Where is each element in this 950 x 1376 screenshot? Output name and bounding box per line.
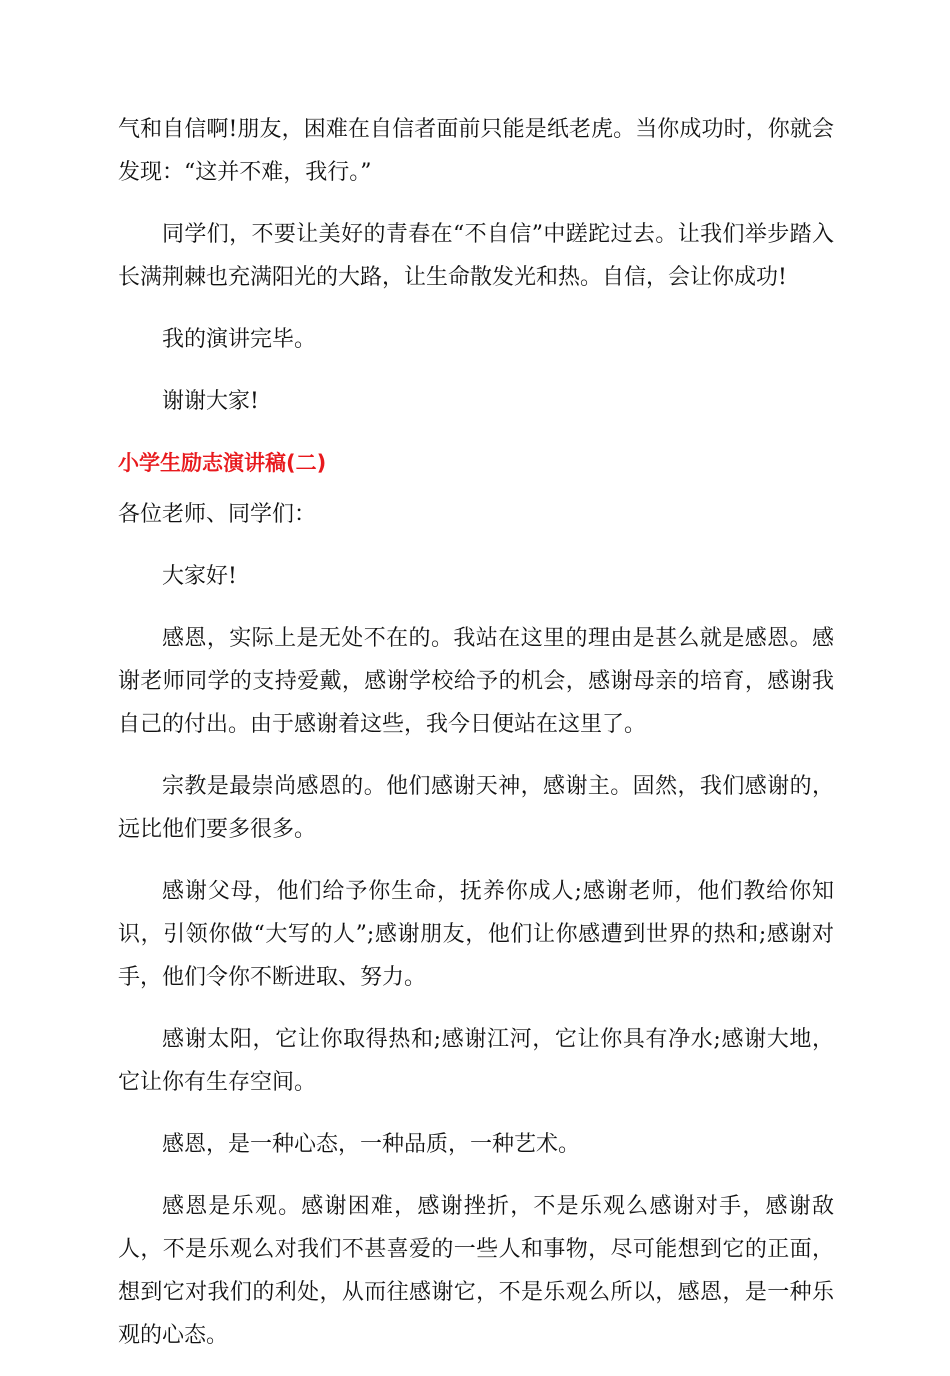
document-page (118, 108, 834, 1376)
section-heading: 小学生励志演讲稿(二) (118, 451, 327, 475)
paragraph: 感恩，实际上是无处不在的。我站在这里的理由是甚么就是感恩。感谢老师同学的支持爱戴，感谢学校给予的机会，感谢母亲的培育，感谢我自己的付出。由于感谢着这些，我今日便站在这里了。 (118, 626, 834, 737)
greeting: 大家好! (162, 564, 237, 589)
paragraph: 宗教是最崇尚感恩的。他们感谢天神，感谢主。固然，我们感谢的，远比他们要多很多。 (118, 774, 834, 842)
salutation: 各位老师、同学们： (118, 502, 317, 527)
paragraph: 感恩，是一种心态，一种品质，一种艺术。 (162, 1132, 581, 1157)
paragraph: 感谢太阳，它让你取得热和;感谢江河，它让你具有净水;感谢大地，它让你有生存空间。 (118, 1027, 834, 1095)
paragraph-thanks: 谢谢大家! (162, 389, 259, 414)
paragraph-closing: 我的演讲完毕。 (162, 327, 317, 352)
paragraph: 感谢父母，他们给予你生命，抚养你成人;感谢老师，他们教给你知识，引领你做“大写的人”;感谢朋友，他们让你感遭到世界的热和;感谢对手，他们令你不断进取、努力。 (118, 879, 834, 990)
paragraph: 感恩是乐观。感谢困难，感谢挫折，不是乐观么感谢对手，感谢敌人，不是乐观么对我们不甚喜爱的一些人和事物，尽可能想到它的正面，想到它对我们的利处，从而往感谢它，不是乐观么所以，感恩，是一种乐观的心态。 (118, 1194, 834, 1348)
paragraph-continued: 气和自信啊!朋友，困难在自信者面前只能是纸老虎。当你成功时，你就会发现：“这并不难，我行。” (118, 117, 834, 185)
paragraph: 同学们，不要让美好的青春在“不自信”中蹉跎过去。让我们举步踏入长满荆棘也充满阳光的大路，让生命散发光和热。自信，会让你成功! (118, 222, 834, 290)
